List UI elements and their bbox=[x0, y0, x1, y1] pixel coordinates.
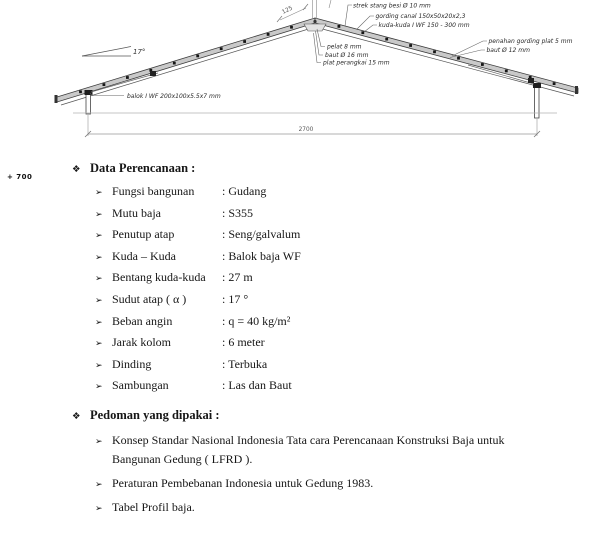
callout-labels bbox=[127, 3, 573, 101]
item-value: : S355 bbox=[222, 205, 254, 220]
span-dimension-value: 2700 bbox=[298, 127, 314, 133]
item-value: : Gudang bbox=[222, 184, 267, 198]
section-pedoman bbox=[72, 408, 542, 517]
roof-truss-drawing bbox=[0, 0, 600, 152]
callout-gording-canal: gording canal 150x50x20x2,3 bbox=[375, 13, 466, 20]
list-item bbox=[95, 206, 542, 221]
item-value: : 27 m bbox=[222, 270, 253, 285]
callout-strek-stang: strek stang besi Ø 10 mm bbox=[353, 2, 431, 10]
item-label: Penutup atap bbox=[112, 227, 175, 242]
arrow-bullet-icon: ➢ bbox=[95, 317, 103, 328]
list-item bbox=[95, 431, 542, 468]
list-item bbox=[95, 270, 542, 285]
item-value: : Seng/galvalum bbox=[222, 227, 301, 242]
section-pedoman-title bbox=[72, 408, 542, 423]
item-label: Sudut atap ( α ) bbox=[112, 291, 187, 306]
callout-penahan-gording: penahan gording plat 5 mm bbox=[488, 38, 573, 45]
item-value: : Terbuka bbox=[222, 356, 268, 371]
list-item bbox=[95, 184, 542, 199]
pedoman-list bbox=[95, 431, 542, 517]
callout-baut-16: baut Ø 16 mm bbox=[325, 52, 369, 59]
list-item bbox=[95, 378, 542, 393]
arrow-bullet-icon: ➢ bbox=[95, 209, 103, 220]
arrow-bullet-icon: ➢ bbox=[95, 252, 103, 263]
arrow-bullet-icon: ➢ bbox=[95, 339, 103, 350]
diamond-bullet-icon: ❖ bbox=[72, 164, 81, 175]
span-dimension bbox=[85, 115, 540, 137]
purlin-marks bbox=[79, 25, 555, 93]
columns bbox=[85, 65, 542, 118]
roof-angle-value: 17° bbox=[133, 48, 146, 56]
pedoman-item-text: Peraturan Pembebanan Indonesia untuk Gedung 1983. bbox=[112, 476, 374, 491]
callout-baut-12: baut Ø 12 mm bbox=[486, 47, 530, 54]
arrow-bullet-icon: ➢ bbox=[95, 504, 103, 515]
list-item bbox=[95, 314, 542, 329]
list-item bbox=[95, 357, 542, 372]
arrow-bullet-icon: ➢ bbox=[95, 480, 103, 491]
section-title-text: Pedoman yang dipakai : bbox=[90, 408, 220, 423]
item-value: : 6 meter bbox=[222, 335, 265, 350]
list-item bbox=[95, 249, 542, 264]
ridge-offset-dimension bbox=[277, 4, 308, 22]
ridge-offset-value: 125 bbox=[281, 5, 294, 16]
item-value: : 17 ° bbox=[222, 291, 249, 306]
diamond-bullet-icon: ❖ bbox=[72, 411, 81, 423]
item-label: Beban angin bbox=[112, 313, 173, 328]
list-item bbox=[95, 227, 542, 242]
roof-angle-annotation bbox=[82, 47, 145, 57]
item-value: : Las dan Baut bbox=[222, 378, 292, 393]
item-label: Fungsi bangunan bbox=[112, 184, 195, 198]
callout-pelat-8: pelat 8 mm bbox=[327, 43, 362, 51]
data-perencanaan-list bbox=[95, 184, 542, 393]
pedoman-item-text: Konsep Standar Nasional Indonesia Tata cara Perencanaan Konstruksi Baja untuk Bangunan Gedung ( LFRD ). bbox=[112, 433, 505, 466]
arrow-bullet-icon: ➢ bbox=[95, 231, 103, 242]
item-label: Mutu baja bbox=[112, 205, 161, 220]
callout-plat-perangkai: plat perangkai 15 mm bbox=[323, 59, 390, 67]
item-value: : Balok baja WF bbox=[222, 248, 301, 263]
arrow-bullet-icon: ➢ bbox=[95, 295, 103, 306]
item-label: Kuda – Kuda bbox=[112, 248, 176, 263]
arrow-bullet-icon: ➢ bbox=[95, 360, 103, 371]
callout-balok-wf: balok I WF 200x100x5.5x7 mm bbox=[127, 93, 221, 100]
content-block bbox=[72, 161, 542, 523]
item-label: Jarak kolom bbox=[112, 335, 171, 350]
arrow-bullet-icon: ➢ bbox=[95, 188, 103, 198]
item-value: : q = 40 kg/m² bbox=[222, 313, 291, 328]
elevation-marker: + 700 bbox=[7, 173, 33, 181]
callout-kuda-kuda: kuda-kuda I WF 150 - 300 mm bbox=[378, 22, 470, 29]
list-item bbox=[95, 292, 542, 307]
section-data-perencanaan-title bbox=[72, 161, 542, 176]
list-item bbox=[95, 498, 542, 517]
item-label: Sambungan bbox=[112, 378, 169, 393]
arrow-bullet-icon: ➢ bbox=[95, 437, 103, 448]
section-title-text: Data Perencanaan : bbox=[90, 161, 196, 175]
arrow-bullet-icon: ➢ bbox=[95, 382, 103, 393]
roof-truss-diagram bbox=[0, 0, 600, 152]
item-label: Bentang kuda-kuda bbox=[112, 270, 206, 285]
list-item bbox=[95, 335, 542, 350]
item-label: Dinding bbox=[112, 356, 152, 371]
list-item bbox=[95, 474, 542, 493]
pedoman-item-text: Tabel Profil baja. bbox=[112, 500, 195, 515]
arrow-bullet-icon: ➢ bbox=[95, 274, 103, 285]
